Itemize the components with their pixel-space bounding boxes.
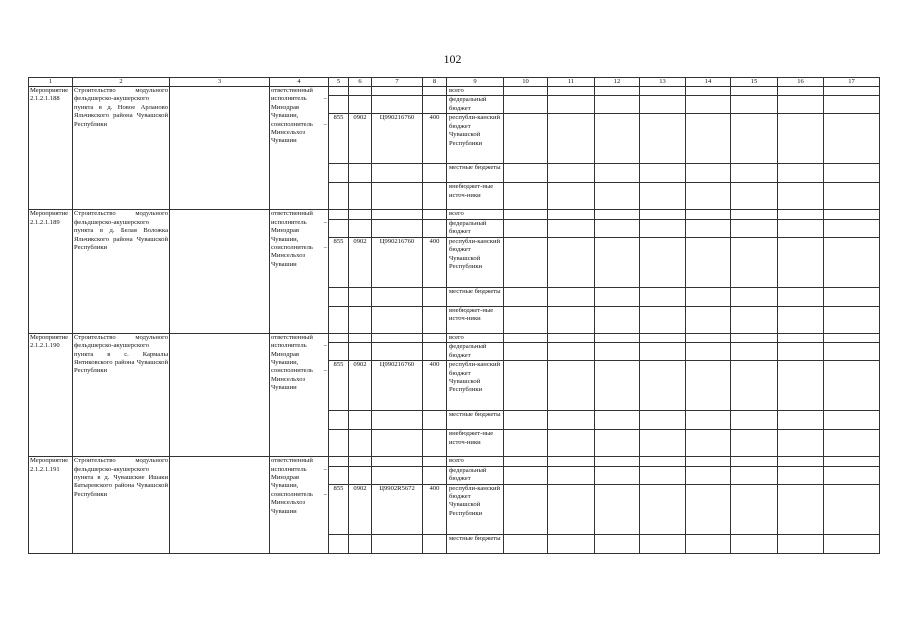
value-cell (731, 287, 778, 306)
empty-cell (423, 534, 447, 553)
vr-code: 400 (423, 484, 447, 534)
value-cell (504, 430, 548, 457)
value-cell (686, 333, 731, 342)
measure-code: Мероприятие 2.1.2.1.190 (29, 333, 73, 456)
value-cell (504, 457, 548, 466)
funding-source: внебюджет-ные источ-ники (447, 430, 504, 457)
empty-cell (329, 457, 349, 466)
column-number: 16 (778, 78, 824, 87)
value-cell (548, 484, 595, 534)
value-cell (504, 183, 548, 210)
grbs-code: 855 (329, 361, 349, 411)
value-cell (686, 534, 731, 553)
value-cell (731, 484, 778, 534)
table-row (29, 210, 880, 219)
value-cell (640, 87, 686, 96)
value-cell (548, 411, 595, 430)
value-cell (504, 287, 548, 306)
value-cell (640, 210, 686, 219)
value-cell (824, 343, 880, 361)
empty-cell (170, 457, 270, 553)
csr-code: Ц990216760 (372, 237, 423, 287)
value-cell (686, 219, 731, 237)
csr-code: Ц990216760 (372, 361, 423, 411)
empty-cell (329, 333, 349, 342)
value-cell (824, 457, 880, 466)
value-cell (731, 96, 778, 114)
value-cell (504, 343, 548, 361)
measure-code: Мероприятие 2.1.2.1.189 (29, 210, 73, 333)
funding-source: республи-канский бюджет Чувашской Республики (447, 114, 504, 164)
value-cell (548, 343, 595, 361)
value-cell (504, 114, 548, 164)
empty-cell (329, 183, 349, 210)
value-cell (595, 534, 640, 553)
grbs-code: 855 (329, 237, 349, 287)
value-cell (824, 287, 880, 306)
empty-cell (349, 333, 372, 342)
value-cell (548, 237, 595, 287)
value-cell (778, 96, 824, 114)
value-cell (778, 183, 824, 210)
value-cell (731, 87, 778, 96)
column-number: 17 (824, 78, 880, 87)
empty-cell (372, 96, 423, 114)
value-cell (824, 306, 880, 333)
empty-cell (329, 306, 349, 333)
empty-cell (372, 306, 423, 333)
empty-cell (372, 287, 423, 306)
value-cell (824, 87, 880, 96)
value-cell (595, 361, 640, 411)
empty-cell (329, 411, 349, 430)
value-cell (824, 361, 880, 411)
value-cell (778, 457, 824, 466)
empty-cell (372, 333, 423, 342)
measure-title: Строительство модульного фельдшерско-акушерского пункта в д. Новое Арланово Яльчикского района Чувашской Республики (73, 87, 170, 210)
empty-cell (349, 210, 372, 219)
value-cell (778, 164, 824, 183)
value-cell (640, 411, 686, 430)
empty-cell (349, 306, 372, 333)
empty-cell (349, 219, 372, 237)
empty-cell (349, 183, 372, 210)
column-number: 1 (29, 78, 73, 87)
value-cell (640, 343, 686, 361)
value-cell (504, 411, 548, 430)
column-number: 6 (349, 78, 372, 87)
value-cell (686, 164, 731, 183)
value-cell (548, 466, 595, 484)
value-cell (548, 183, 595, 210)
value-cell (824, 484, 880, 534)
empty-cell (329, 430, 349, 457)
column-number: 10 (504, 78, 548, 87)
value-cell (595, 484, 640, 534)
value-cell (778, 484, 824, 534)
value-cell (595, 466, 640, 484)
empty-cell (349, 287, 372, 306)
empty-cell (423, 457, 447, 466)
funding-source: федеральный бюджет (447, 219, 504, 237)
measure-title: Строительство модульного фельдшерско-акушерского пункта в д. Чувашские Ишаки Батыревского района Чувашской Республики (73, 457, 170, 553)
value-cell (686, 343, 731, 361)
column-number: 8 (423, 78, 447, 87)
value-cell (595, 219, 640, 237)
grbs-code: 855 (329, 484, 349, 534)
empty-cell (423, 96, 447, 114)
column-number: 3 (170, 78, 270, 87)
value-cell (731, 306, 778, 333)
value-cell (640, 114, 686, 164)
vr-code: 400 (423, 361, 447, 411)
measure-title: Строительство модульного фельдшерско-акушерского пункта в д. Белая Воложка Яльчикского района Чувашской Республики (73, 210, 170, 333)
empty-cell (423, 343, 447, 361)
value-cell (504, 237, 548, 287)
empty-cell (329, 219, 349, 237)
column-number: 5 (329, 78, 349, 87)
value-cell (778, 306, 824, 333)
value-cell (731, 343, 778, 361)
empty-cell (372, 210, 423, 219)
value-cell (595, 237, 640, 287)
funding-source: всего (447, 210, 504, 219)
value-cell (778, 87, 824, 96)
value-cell (824, 96, 880, 114)
value-cell (504, 484, 548, 534)
value-cell (686, 287, 731, 306)
value-cell (778, 219, 824, 237)
empty-cell (372, 411, 423, 430)
value-cell (504, 96, 548, 114)
value-cell (548, 361, 595, 411)
funding-source: внебюджет-ные источ-ники (447, 306, 504, 333)
value-cell (778, 210, 824, 219)
value-cell (731, 411, 778, 430)
empty-cell (349, 466, 372, 484)
value-cell (824, 164, 880, 183)
value-cell (731, 333, 778, 342)
column-number: 7 (372, 78, 423, 87)
value-cell (595, 306, 640, 333)
value-cell (731, 210, 778, 219)
value-cell (504, 534, 548, 553)
value-cell (548, 219, 595, 237)
empty-cell (423, 210, 447, 219)
value-cell (731, 430, 778, 457)
empty-cell (349, 430, 372, 457)
value-cell (686, 361, 731, 411)
empty-cell (423, 183, 447, 210)
value-cell (731, 114, 778, 164)
funding-source: республи-канский бюджет Чувашской Республики (447, 237, 504, 287)
empty-cell (423, 306, 447, 333)
value-cell (595, 210, 640, 219)
table-row (29, 333, 880, 342)
value-cell (640, 183, 686, 210)
grbs-code: 855 (329, 114, 349, 164)
value-cell (686, 411, 731, 430)
empty-cell (329, 96, 349, 114)
value-cell (824, 333, 880, 342)
value-cell (731, 219, 778, 237)
value-cell (504, 87, 548, 96)
empty-cell (329, 87, 349, 96)
empty-cell (372, 430, 423, 457)
table-row (29, 457, 880, 466)
empty-cell (372, 183, 423, 210)
column-number: 13 (640, 78, 686, 87)
value-cell (640, 466, 686, 484)
value-cell (640, 361, 686, 411)
vr-code: 400 (423, 114, 447, 164)
empty-cell (349, 457, 372, 466)
csr-code: Ц9902R5672 (372, 484, 423, 534)
value-cell (640, 333, 686, 342)
value-cell (640, 534, 686, 553)
value-cell (640, 237, 686, 287)
value-cell (640, 164, 686, 183)
value-cell (595, 411, 640, 430)
funding-source: федеральный бюджет (447, 466, 504, 484)
vr-code: 400 (423, 237, 447, 287)
value-cell (504, 164, 548, 183)
empty-cell (349, 87, 372, 96)
value-cell (824, 466, 880, 484)
value-cell (686, 457, 731, 466)
measure-executor: ответственный исполнитель – Минздрав Чувашии, соисполнитель – Минсельхоз Чувашии (270, 87, 329, 210)
empty-cell (372, 87, 423, 96)
value-cell (686, 306, 731, 333)
value-cell (731, 457, 778, 466)
value-cell (595, 164, 640, 183)
empty-cell (423, 430, 447, 457)
funding-source: местные бюджеты (447, 164, 504, 183)
value-cell (548, 287, 595, 306)
funding-source: местные бюджеты (447, 411, 504, 430)
empty-cell (349, 534, 372, 553)
empty-cell (329, 534, 349, 553)
value-cell (686, 183, 731, 210)
value-cell (686, 210, 731, 219)
value-cell (548, 87, 595, 96)
budget-table (28, 77, 880, 554)
value-cell (595, 183, 640, 210)
funding-source: местные бюджеты (447, 534, 504, 553)
value-cell (731, 237, 778, 287)
value-cell (686, 484, 731, 534)
column-number: 11 (548, 78, 595, 87)
value-cell (778, 237, 824, 287)
value-cell (548, 430, 595, 457)
value-cell (595, 333, 640, 342)
empty-cell (372, 534, 423, 553)
table-row (29, 87, 880, 96)
funding-source: республи-канский бюджет Чувашской Республики (447, 361, 504, 411)
value-cell (504, 466, 548, 484)
funding-source: всего (447, 333, 504, 342)
value-cell (504, 210, 548, 219)
empty-cell (349, 96, 372, 114)
value-cell (595, 287, 640, 306)
value-cell (640, 430, 686, 457)
value-cell (778, 430, 824, 457)
empty-cell (329, 164, 349, 183)
value-cell (548, 210, 595, 219)
value-cell (731, 164, 778, 183)
value-cell (778, 411, 824, 430)
value-cell (595, 96, 640, 114)
empty-cell (372, 457, 423, 466)
funding-source: всего (447, 457, 504, 466)
rzpr-code: 0902 (349, 361, 372, 411)
funding-source: федеральный бюджет (447, 96, 504, 114)
value-cell (548, 164, 595, 183)
measure-title: Строительство модульного фельдшерско-акушерского пункта в с. Кармалы Янтиковского района Чувашской Республики (73, 333, 170, 456)
value-cell (504, 306, 548, 333)
empty-cell (329, 343, 349, 361)
value-cell (640, 219, 686, 237)
empty-cell (329, 287, 349, 306)
value-cell (548, 306, 595, 333)
value-cell (548, 534, 595, 553)
empty-cell (372, 466, 423, 484)
empty-cell (372, 164, 423, 183)
funding-source: всего (447, 87, 504, 96)
page-number: 102 (443, 52, 462, 66)
column-number: 9 (447, 78, 504, 87)
empty-cell (349, 343, 372, 361)
value-cell (778, 343, 824, 361)
empty-cell (423, 219, 447, 237)
value-cell (595, 114, 640, 164)
value-cell (640, 484, 686, 534)
value-cell (824, 183, 880, 210)
measure-executor: ответственный исполнитель – Минздрав Чувашии, соисполнитель – Минсельхоз Чувашии (270, 457, 329, 553)
value-cell (824, 114, 880, 164)
value-cell (595, 87, 640, 96)
measure-executor: ответственный исполнитель – Минздрав Чувашии, соисполнитель – Минсельхоз Чувашии (270, 333, 329, 456)
column-number: 14 (686, 78, 731, 87)
column-number: 12 (595, 78, 640, 87)
value-cell (778, 287, 824, 306)
value-cell (778, 361, 824, 411)
csr-code: Ц990216760 (372, 114, 423, 164)
empty-cell (372, 343, 423, 361)
funding-source: местные бюджеты (447, 287, 504, 306)
rzpr-code: 0902 (349, 237, 372, 287)
empty-cell (423, 411, 447, 430)
rzpr-code: 0902 (349, 114, 372, 164)
empty-cell (329, 466, 349, 484)
empty-cell (349, 411, 372, 430)
value-cell (824, 411, 880, 430)
value-cell (595, 457, 640, 466)
value-cell (824, 219, 880, 237)
column-number-row (29, 78, 880, 87)
funding-source: республи-канский бюджет Чувашской Республики (447, 484, 504, 534)
measure-executor: ответственный исполнитель – Минздрав Чувашии, соисполнитель – Минсельхоз Чувашии (270, 210, 329, 333)
value-cell (595, 343, 640, 361)
value-cell (686, 87, 731, 96)
value-cell (548, 457, 595, 466)
value-cell (824, 237, 880, 287)
value-cell (778, 114, 824, 164)
value-cell (686, 114, 731, 164)
empty-cell (372, 219, 423, 237)
empty-cell (170, 210, 270, 333)
value-cell (504, 333, 548, 342)
value-cell (824, 430, 880, 457)
value-cell (824, 210, 880, 219)
value-cell (640, 96, 686, 114)
value-cell (548, 333, 595, 342)
value-cell (731, 361, 778, 411)
value-cell (640, 306, 686, 333)
value-cell (595, 430, 640, 457)
value-cell (686, 237, 731, 287)
funding-source: федеральный бюджет (447, 343, 504, 361)
rzpr-code: 0902 (349, 484, 372, 534)
funding-source: внебюджет-ные источ-ники (447, 183, 504, 210)
value-cell (686, 96, 731, 114)
column-number: 15 (731, 78, 778, 87)
value-cell (731, 183, 778, 210)
value-cell (548, 114, 595, 164)
empty-cell (329, 210, 349, 219)
column-number: 4 (270, 78, 329, 87)
value-cell (778, 534, 824, 553)
value-cell (824, 534, 880, 553)
value-cell (778, 466, 824, 484)
value-cell (778, 333, 824, 342)
empty-cell (170, 87, 270, 210)
empty-cell (423, 466, 447, 484)
empty-cell (423, 333, 447, 342)
value-cell (731, 534, 778, 553)
value-cell (640, 287, 686, 306)
empty-cell (423, 87, 447, 96)
value-cell (686, 466, 731, 484)
value-cell (504, 361, 548, 411)
value-cell (731, 466, 778, 484)
value-cell (548, 96, 595, 114)
value-cell (640, 457, 686, 466)
value-cell (686, 430, 731, 457)
measure-code: Мероприятие 2.1.2.1.191 (29, 457, 73, 553)
value-cell (504, 219, 548, 237)
empty-cell (423, 164, 447, 183)
measure-code: Мероприятие 2.1.2.1.188 (29, 87, 73, 210)
empty-cell (423, 287, 447, 306)
empty-cell (349, 164, 372, 183)
empty-cell (170, 333, 270, 456)
column-number: 2 (73, 78, 170, 87)
